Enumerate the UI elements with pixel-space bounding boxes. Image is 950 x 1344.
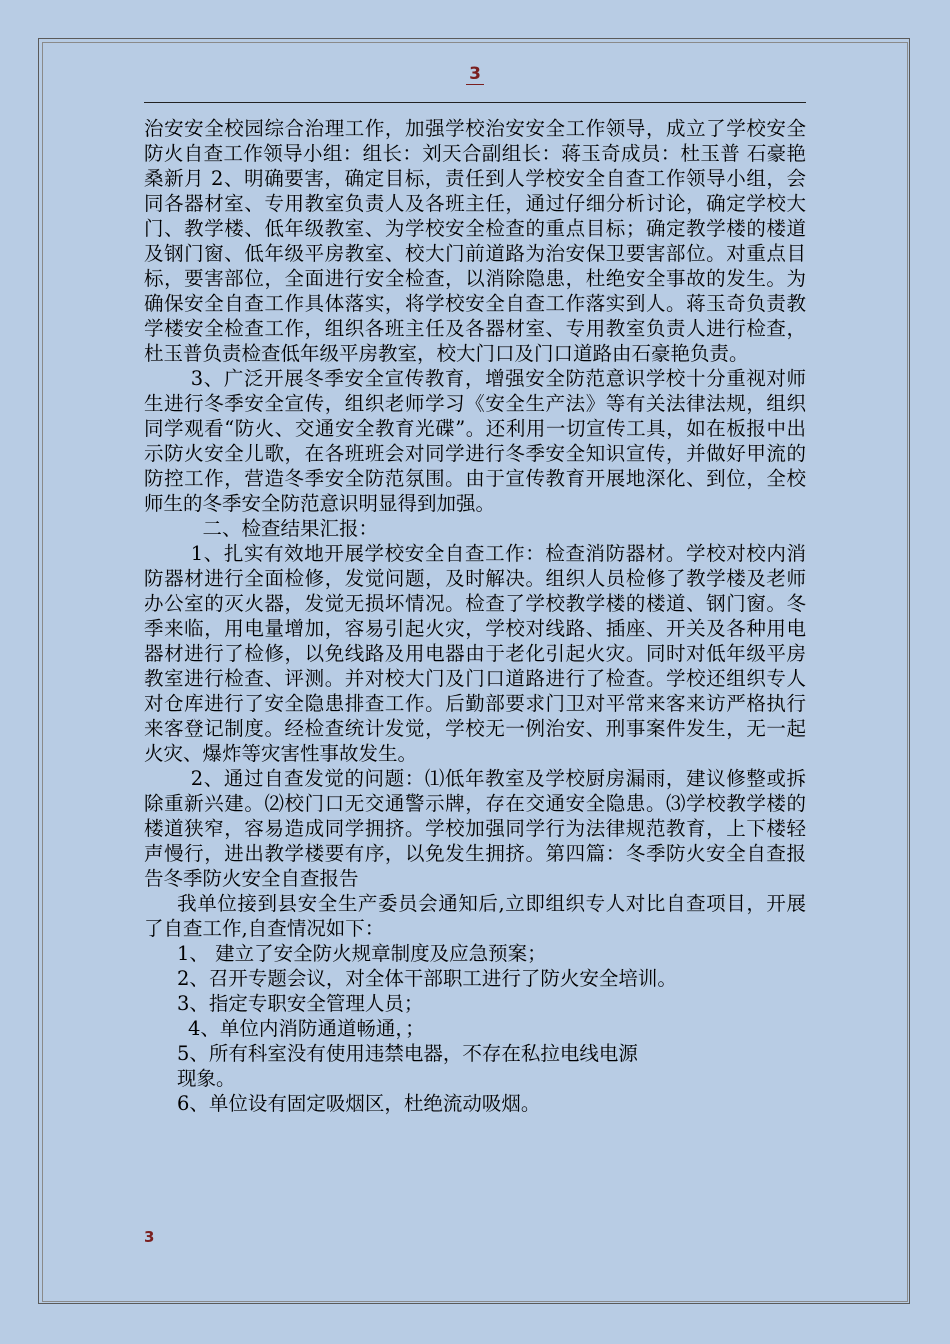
paragraph-winter-education: 3、广泛开展冬季安全宣传教育，增强安全防范意识学校十分重视对师生进行冬季安全宣传，组织老师学习《安全生产法》等有关法律法规，组织同学观看“防火、交通安全教育光碟”。还利用一切宣传工具，如在板报中出示防火安全儿歌，在各班班会对同学进行冬季安全知识宣传，并做好甲流的防控工作，营造冬季安全防范氛围。由于宣传教育开展地深化、到位，全校师生的冬季安全防范意识明显得到加强。 xyxy=(144,367,806,515)
paragraph-problems-found: 2、通过自查发觉的问题：⑴低年教室及学校厨房漏雨，建议修整或拆除重新兴建。⑵校门口无交通警示牌，存在交通安全隐患。⑶学校教学楼的楼道狭窄，容易造成同学拥挤。学校加强同学行为法律规范教育，上下楼轻声慢行，进出教学楼要有序，以免发生拥挤。第四篇：冬季防火安全自查报告冬季防火安全自查报告 xyxy=(144,767,806,890)
list-item: 6、单位设有固定吸烟区，杜绝流动吸烟。 xyxy=(177,1092,541,1115)
list-item: 4、单位内消防通道畅通，； xyxy=(188,1017,425,1040)
header-divider xyxy=(144,102,806,103)
paragraph-safety-leadership: 治安安全校园综合治理工作，加强学校治安安全工作领导，成立了学校安全防火自查工作领导小组：组长：刘天合副组长：蒋玉奇成员：杜玉普 石豪艳 桑新月 2、明确要害，确定目标，责任到人学校安全自查工作领导小组，会同各器材室、专用教室负责人及各班主任，通过仔细分析讨论，确定学校大门、教学楼、低年级教室、为学校安全检查的重点目标；确定教学楼的楼道及钢门窗、低年级平房教室、校大门前道路为治安保卫要害部位。对重点目标，要害部位，全面进行安全检查，以消除隐患，杜绝安全事故的发生。为确保安全自查工作具体落实，将学校安全自查工作落实到人。蒋玉奇负责教学楼安全检查工作，组织各班主任及各器材室、专用教室负责人进行检查，杜玉普负责检查低年级平房教室，校大门口及门口道路由石豪艳负责。 xyxy=(144,117,806,365)
list-item: 2、召开专题会议，对全体干部职工进行了防火安全培训。 xyxy=(177,967,677,990)
footer-page-number: 3 xyxy=(144,1228,155,1246)
paragraph-unit-report-intro: 我单位接到县安全生产委员会通知后,立即组织专人对比自查项目，开展了自查工作,自查情况如下： xyxy=(144,892,806,940)
list-item-continuation: 现象。 xyxy=(177,1067,236,1090)
paragraph-self-inspection: 1、扎实有效地开展学校安全自查工作：检查消防器材。学校对校内消防器材进行全面检修，发觉问题，及时解决。组织人员检修了教学楼及老师办公室的灭火器，发觉无损坏情况。检查了学校教学楼的楼道、钢门窗。冬季来临，用电量增加，容易引起火灾，学校对线路、插座、开关及各种用电器材进行了检修，以免线路及用电器由于老化引起火灾。同时对低年级平房教室进行检查、评测。并对校大门及门口道路进行了检查。学校还组织专人对仓库进行了安全隐患排查工作。后勤部要求门卫对平常来客来访严格执行来客登记制度。经检查统计发觉，学校无一例治安、刑事案件发生，无一起火灾、爆炸等灾害性事故发生。 xyxy=(144,542,806,765)
header-page-number: 3 xyxy=(466,64,484,85)
list-item: 1、 建立了安全防火规章制度及应急预案； xyxy=(177,942,547,965)
list-item: 5、所有科室没有使用违禁电器，不存在私拉电线电源 xyxy=(177,1042,638,1065)
checklist xyxy=(144,941,806,1116)
document-body xyxy=(144,116,806,1116)
section-heading-results: 二、检查结果汇报： xyxy=(202,517,379,540)
list-item: 3、指定专职安全管理人员； xyxy=(177,992,424,1015)
